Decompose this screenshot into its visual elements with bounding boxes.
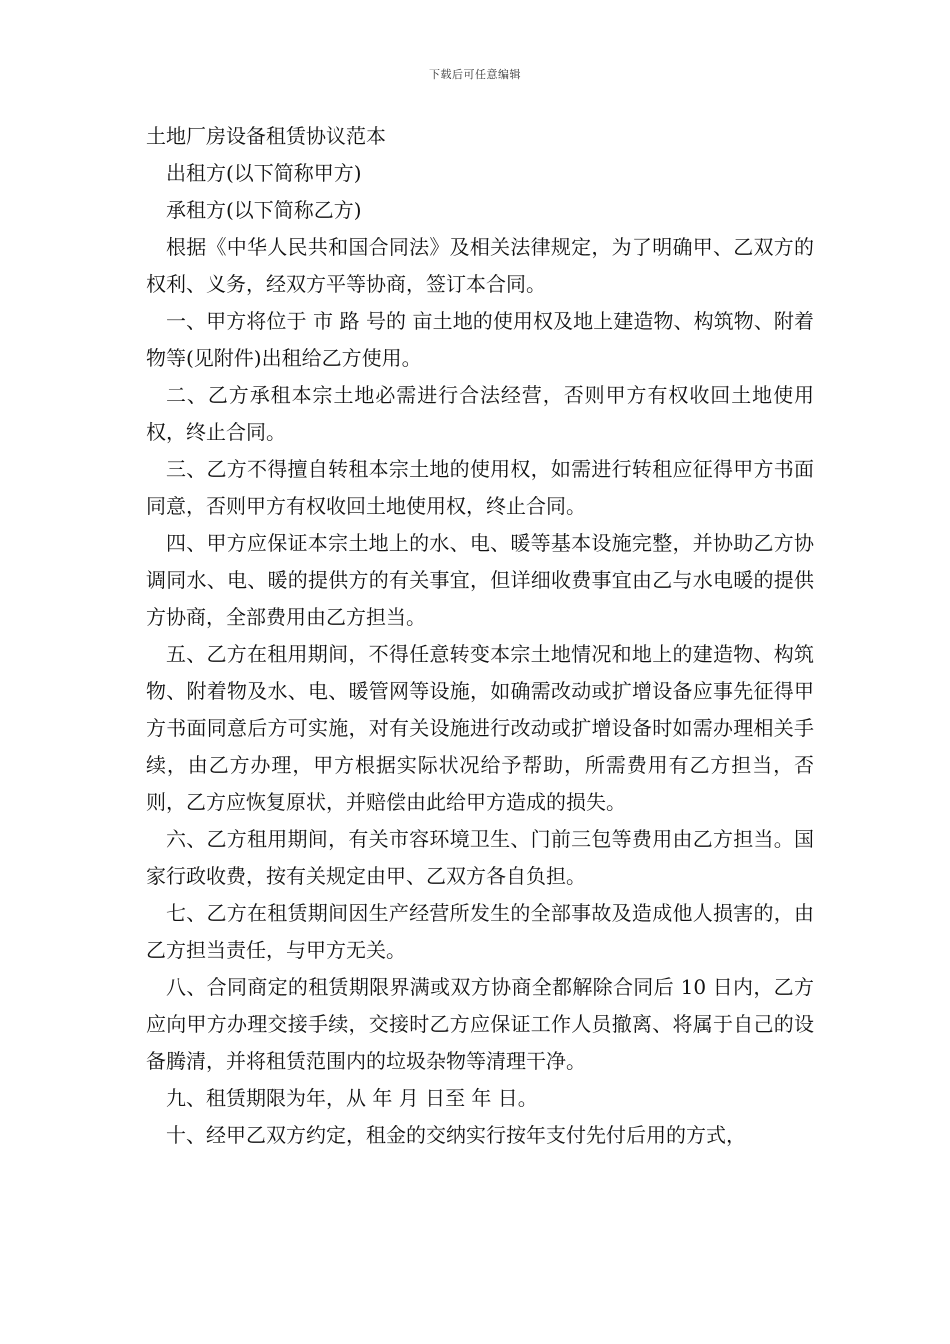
clause-5: 五、乙方在租用期间，不得任意转变本宗土地情况和地上的建造物、构筑物、附着物及水、电、暖管网等设施，如确需改动或扩增设备应事先征得甲方书面同意后方可实施，对有关设施进行改动或扩增设备时如需办理相关手续，由乙方办理，甲方根据实际状况给予帮助，所需费用有乙方担当，否则，乙方应恢复原状，并赔偿由此给甲方造成的损失。: [146, 642, 814, 814]
paragraph-lessor: 出租方(以下简称甲方): [166, 161, 362, 185]
clause-8: 八、合同商定的租赁期限界满或双方协商全都解除合同后 10 日内，乙方应向甲方办理交接手续，交接时乙方应保证工作人员撤离、将属于自己的设备腾清，并将租赁范围内的垃圾杂物等清理干净。: [146, 975, 814, 1073]
paragraph-lessee: 承租方(以下简称乙方): [166, 198, 362, 222]
clause-6: 六、乙方租用期间，有关市容环境卫生、门前三包等费用由乙方担当。国家行政收费，按有关规定由甲、乙双方各自负担。: [146, 827, 814, 888]
document-body: [146, 118, 814, 1154]
clause-10: 十、经甲乙双方约定，租金的交纳实行按年支付先付后用的方式，: [166, 1123, 746, 1147]
clause-7: 七、乙方在租赁期间因生产经营所发生的全部事故及造成他人损害的，由乙方担当责任，与甲方无关。: [146, 901, 814, 962]
clause-4: 四、甲方应保证本宗土地上的水、电、暖等基本设施完整，并协助乙方协调同水、电、暖的提供方的有关事宜，但详细收费事宜由乙与水电暖的提供方协商，全部费用由乙方担当。: [146, 531, 814, 629]
clause-1: 一、甲方将位于 市 路 号的 亩土地的使用权及地上建造物、构筑物、附着物等(见附件)出租给乙方使用。: [146, 309, 814, 370]
header-note: 下载后可任意编辑: [429, 68, 521, 81]
document-title: 土地厂房设备租赁协议范本: [146, 124, 386, 148]
paragraph-preamble: 根据《中华人民共和国合同法》及相关法律规定，为了明确甲、乙双方的权利、义务，经双方平等协商，签订本合同。: [146, 235, 814, 296]
clause-3: 三、乙方不得擅自转租本宗土地的使用权，如需进行转租应征得甲方书面同意，否则甲方有权收回土地使用权，终止合同。: [146, 457, 814, 518]
clause-9: 九、租赁期限为年，从 年 月 日至 年 日。: [166, 1086, 538, 1110]
clause-2: 二、乙方承租本宗土地必需进行合法经营，否则甲方有权收回土地使用权，终止合同。: [146, 383, 814, 444]
